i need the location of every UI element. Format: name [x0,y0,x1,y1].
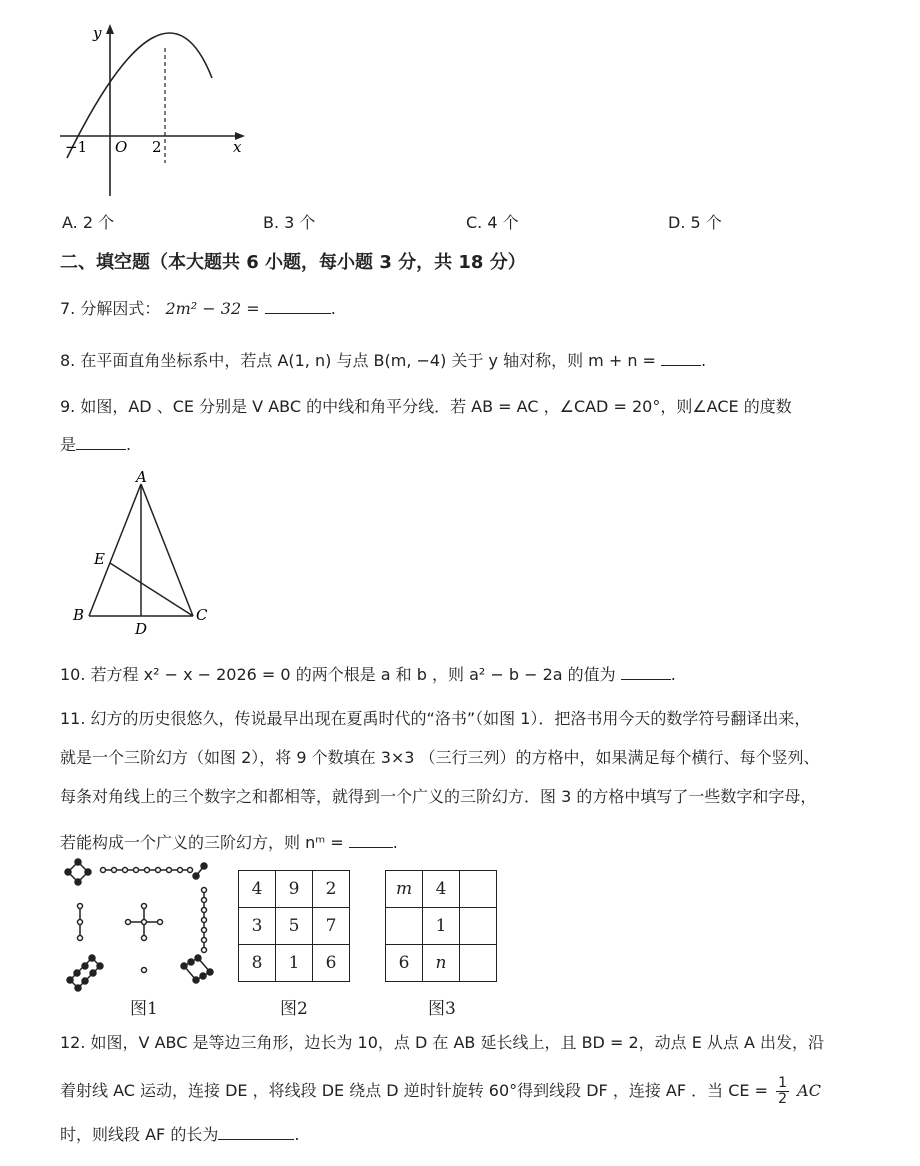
question-8 [60,348,706,371]
label-e: E [94,550,105,568]
question-9-line1: 9. 如图，AD 、CE 分别是 V ABC 的中线和角平分线．若 AB = AC ，∠CAD = 20°，则∠ACE 的度数 [60,397,792,416]
choice-value: 4 个 [487,213,519,232]
cell [460,945,497,982]
q12-end: . [294,1125,300,1144]
question-9-line2 [60,432,131,455]
figure-3-caption: 图3 [428,999,456,1019]
cell: 5 [276,908,313,945]
q12-line2-end: AC [797,1081,821,1100]
origin-label: O [115,138,128,156]
figure-2-caption: 图2 [280,999,308,1019]
question-11-line4 [60,830,398,853]
cell: 1 [423,908,460,945]
table-row [386,871,497,908]
cell: 1 [276,945,313,982]
q7-answer-blank[interactable] [265,299,331,314]
q7-label: 7. 分解因式： [60,299,161,318]
label-a: A [136,468,147,486]
question-10 [60,662,676,685]
cell [460,871,497,908]
question-12-line1: 12. 如图，V ABC 是等边三角形，边长为 10，点 D 在 AB 延长线上，且 BD = 2，动点 E 从点 A 出发，沿 [60,1033,825,1052]
question-12-line2 [60,1076,821,1107]
bisector-ce [110,563,193,616]
question-7 [60,296,336,319]
cell: 4 [423,871,460,908]
x-axis-label: x [233,138,242,156]
cell: 6 [386,945,423,982]
side-ac [141,484,193,616]
cell: 6 [313,945,350,982]
question-11-line1: 11. 幻方的历史很悠久，传说最早出现在夏禹时代的“洛书”（如图 1）．把洛书用今天的数学符号翻译出来， [60,709,811,728]
cell: 9 [276,871,313,908]
choice-value: 5 个 [690,213,722,232]
magic-square-figure-2 [238,870,350,982]
label-c: C [196,606,208,624]
q7-expression: 2m² − 32 = [165,299,260,318]
figure-1-caption: 图1 [130,999,158,1019]
question-12-line3 [60,1122,299,1145]
fraction-denominator: 2 [778,1091,788,1107]
choice-value: 3 个 [284,213,316,232]
q8-answer-blank[interactable] [661,351,701,366]
cell [460,908,497,945]
table-row [386,945,497,982]
cell: 7 [313,908,350,945]
q9-line2: 是 [60,435,77,454]
choice-letter: B. [263,213,280,232]
choice-letter: C. [466,213,483,232]
cell: m [386,871,423,908]
q7-end: . [330,299,336,318]
choice-letter: D. [668,213,686,232]
choice-letter: A. [62,213,78,232]
section-title: 二、填空题（本大题共 6 小题，每小题 3 分，共 18 分） [60,252,526,273]
q12-answer-blank[interactable] [218,1125,294,1140]
q12-line2: 着射线 AC 运动，连接 DE ，将线段 DE 绕点 D 逆时针旋转 60°得到线段 DF ，连接 AF ．当 CE = [60,1081,769,1100]
q11-answer-blank[interactable] [349,833,393,848]
q12-fraction [776,1076,789,1107]
tick-pos-label: 2 [152,138,162,156]
y-axis-label: y [93,24,102,42]
choice-value: 2 个 [82,213,115,232]
question-11-line3: 每条对角线上的三个数字之和都相等，就得到一个广义的三阶幻方．图 3 的方格中填写了一些数字和字母， [60,787,817,806]
tick-neg-label: −1 [65,138,88,156]
table-row [239,908,350,945]
triangle-figure [70,468,220,638]
q8-end: . [701,351,707,370]
label-b: B [73,606,85,624]
label-d: D [135,620,148,638]
cell [386,908,423,945]
q9-answer-blank[interactable] [76,435,126,450]
question-11-line2: 就是一个三阶幻方（如图 2），将 9 个数填在 3×3 （三行三列）的方格中，如果满足每个横行、每个竖列、 [60,748,820,767]
parabola-curve [67,33,212,158]
fraction-numerator: 1 [778,1075,788,1091]
cell: 8 [239,945,276,982]
cell: 3 [239,908,276,945]
choice-b[interactable] [263,210,315,233]
table-row [386,908,497,945]
parabola-figure [55,18,255,203]
q9-end: . [126,435,132,454]
choice-a[interactable] [62,210,114,233]
choice-d[interactable] [668,210,722,233]
q10-text: 10. 若方程 x² − x − 2026 = 0 的两个根是 a 和 b ，则 a² − b − 2a 的值为 [60,665,616,684]
cell: 2 [313,871,350,908]
q12-line3: 时，则线段 AF 的长为 [60,1125,219,1144]
q8-text: 8. 在平面直角坐标系中，若点 A(1, n) 与点 B(m, −4) 关于 y 轴对称，则 m + n = [60,351,656,370]
q10-answer-blank[interactable] [621,665,671,680]
table-row [239,945,350,982]
cell: n [423,945,460,982]
cell: 4 [239,871,276,908]
table-row [239,871,350,908]
q10-end: . [670,665,676,684]
luoshu-figure [58,858,218,998]
magic-square-figure-3 [385,870,497,982]
choice-c[interactable] [466,210,519,233]
q11-end: . [392,833,398,852]
q11-line4: 若能构成一个广义的三阶幻方，则 nᵐ = [60,833,344,852]
